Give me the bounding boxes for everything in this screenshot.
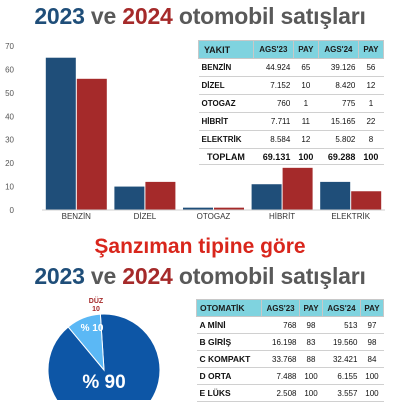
- cell-pay24: 12: [358, 77, 383, 95]
- row-name: ELEKTRİK: [199, 131, 254, 149]
- cell-pay23: 10: [293, 77, 318, 95]
- heading-year-2023: 2023: [34, 3, 85, 29]
- table-row: [197, 334, 384, 351]
- cell-ags23: 2.508: [262, 385, 300, 402]
- cell-ags23: 760: [253, 95, 293, 113]
- heading-year-2024: 2024: [122, 263, 173, 289]
- transmission-pie-chart: [40, 294, 170, 400]
- bar-2024: [145, 182, 175, 210]
- row-name: D ORTA: [197, 368, 262, 385]
- cell-ags24: 6.155: [323, 368, 361, 385]
- y-tick-label: 20: [5, 159, 14, 169]
- col-header-fuel: YAKIT: [199, 41, 254, 59]
- col-header-pay24: PAY: [358, 41, 383, 59]
- pie-label-small: % 10: [80, 323, 104, 334]
- heading-connector: ve: [90, 263, 117, 289]
- table-row: [197, 351, 384, 368]
- x-tick-label: HİBRİT: [268, 212, 296, 220]
- table-row: [197, 368, 384, 385]
- cell-ags23: 33.768: [262, 351, 300, 368]
- row-name: E LÜKS: [197, 385, 262, 402]
- row-name: HİBRİT: [199, 113, 254, 131]
- y-tick-label: 50: [5, 88, 14, 98]
- cell-pay23: 100: [299, 385, 322, 402]
- col-header-pay24: PAY: [360, 300, 383, 317]
- cell-ags24: 32.421: [323, 351, 361, 368]
- x-tick-label: OTOGAZ: [196, 212, 231, 220]
- row-name: A MİNİ: [197, 317, 262, 334]
- y-tick-label: 0: [9, 206, 14, 215]
- col-header-ags23: AGS'23: [262, 300, 300, 317]
- bar-2023: [252, 184, 282, 210]
- cell-pay24: 100: [360, 385, 383, 402]
- cell-ags23: 7.152: [253, 77, 293, 95]
- cell-pay24: 98: [360, 334, 383, 351]
- y-tick-label: 60: [5, 65, 14, 75]
- y-axis-ticks: [5, 42, 14, 215]
- transmission-heading: Şanzıman tipine göre: [94, 235, 306, 258]
- cell-pay23: 88: [299, 351, 322, 368]
- total-pay24: 100: [358, 149, 383, 165]
- cell-pay24: 8: [358, 131, 383, 149]
- cell-pay23: 100: [299, 368, 322, 385]
- cell-ags23: 44.924: [253, 59, 293, 77]
- row-name: BENZİN: [199, 59, 254, 77]
- cell-ags24: 15.165: [318, 113, 358, 131]
- y-tick-label: 40: [5, 112, 14, 122]
- table-header-row: [197, 300, 384, 317]
- row-name: OTOGAZ: [199, 95, 254, 113]
- cell-pay23: 1: [293, 95, 318, 113]
- x-tick-label: ELEKTRİK: [331, 212, 371, 220]
- table-row: [199, 113, 384, 131]
- x-tick-label: DİZEL: [133, 212, 157, 220]
- table-row: [199, 131, 384, 149]
- row-name: DİZEL: [199, 77, 254, 95]
- col-header-ags23: AGS'23: [253, 41, 293, 59]
- row-name: C KOMPAKT: [197, 351, 262, 368]
- pie-label-large: % 90: [82, 372, 126, 393]
- bar-2024: [351, 191, 381, 210]
- fuel-sales-table: [198, 40, 384, 165]
- cell-ags23: 8.584: [253, 131, 293, 149]
- cell-ags23: 7.711: [253, 113, 293, 131]
- cell-pay23: 11: [293, 113, 318, 131]
- y-tick-label: 70: [5, 42, 14, 51]
- bar-2024: [77, 79, 107, 210]
- y-tick-label: 10: [5, 182, 14, 192]
- bar-2023: [320, 182, 350, 210]
- cell-ags24: 775: [318, 95, 358, 113]
- transmission-subheading: [0, 263, 400, 290]
- cell-pay24: 100: [360, 368, 383, 385]
- x-tick-label: BENZİN: [61, 212, 91, 220]
- table-total-row: [199, 149, 384, 165]
- bar-2024: [283, 168, 313, 210]
- cell-pay24: 22: [358, 113, 383, 131]
- cell-ags23: 7.488: [262, 368, 300, 385]
- row-name: B GİRİŞ: [197, 334, 262, 351]
- heading-suffix: otomobil satışları: [178, 263, 366, 289]
- cell-pay24: 56: [358, 59, 383, 77]
- cell-ags24: 39.126: [318, 59, 358, 77]
- cell-pay23: 83: [299, 334, 322, 351]
- total-ags24: 69.288: [318, 149, 358, 165]
- cell-pay24: 97: [360, 317, 383, 334]
- table-header-row: [199, 41, 384, 59]
- cell-ags24: 513: [323, 317, 361, 334]
- heading-suffix: otomobil satışları: [178, 3, 366, 29]
- col-header-pay23: PAY: [299, 300, 322, 317]
- cell-ags23: 768: [262, 317, 300, 334]
- transmission-sales-table: [196, 299, 384, 402]
- total-pay23: 100: [293, 149, 318, 165]
- total-label: TOPLAM: [199, 149, 254, 165]
- total-ags23: 69.131: [253, 149, 293, 165]
- heading-year-2023: 2023: [34, 263, 85, 289]
- cell-ags23: 16.198: [262, 334, 300, 351]
- cell-pay23: 98: [299, 317, 322, 334]
- cell-pay24: 1: [358, 95, 383, 113]
- heading-connector: ve: [90, 3, 117, 29]
- pie-annotation-line2: 10: [92, 306, 100, 313]
- cell-pay23: 12: [293, 131, 318, 149]
- bar-2023: [114, 187, 144, 210]
- top-heading: [0, 3, 400, 30]
- col-header-pay23: PAY: [293, 41, 318, 59]
- table-row: [199, 59, 384, 77]
- table-row: [197, 385, 384, 402]
- cell-ags24: 19.560: [323, 334, 361, 351]
- cell-ags24: 5.802: [318, 131, 358, 149]
- table-row: [197, 317, 384, 334]
- col-header-ags24: AGS'24: [318, 41, 358, 59]
- y-tick-label: 30: [5, 135, 14, 145]
- col-header-ags24: AGS'24: [323, 300, 361, 317]
- cell-pay23: 65: [293, 59, 318, 77]
- cell-ags24: 8.420: [318, 77, 358, 95]
- col-header-automatic: OTOMATİK: [197, 300, 262, 317]
- cell-pay24: 84: [360, 351, 383, 368]
- pie-annotation-line1: DÜZ: [88, 298, 104, 305]
- bar-2023: [46, 58, 76, 210]
- cell-ags24: 3.557: [323, 385, 361, 402]
- x-axis-labels: [62, 212, 371, 220]
- heading-year-2024: 2024: [122, 3, 173, 29]
- table-row: [199, 95, 384, 113]
- table-row: [199, 77, 384, 95]
